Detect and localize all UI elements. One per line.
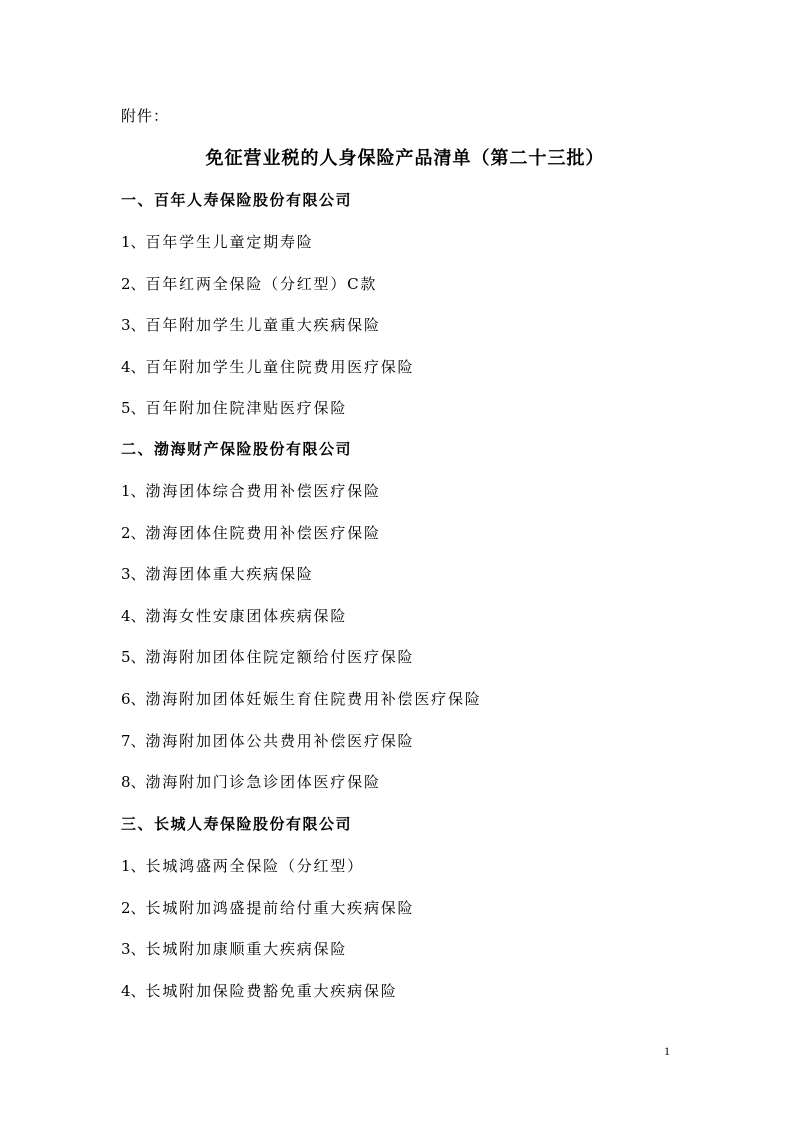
item-number: 3、 [121, 565, 146, 584]
section-heading: 一、百年人寿保险股份有限公司 [121, 191, 353, 209]
item-text: 百年学生儿童定期寿险 [145, 233, 314, 251]
item-number: 1、 [121, 857, 146, 875]
item-number: 5、 [121, 399, 146, 418]
list-item [121, 481, 721, 523]
item-text: 百年附加学生儿童住院费用医疗保险 [145, 357, 415, 376]
item-number: 7、 [121, 731, 146, 750]
item-text: 长城附加保险费豁免重大疾病保险 [145, 981, 398, 1000]
list-item [121, 772, 721, 814]
item-text: 百年附加学生儿童重大疾病保险 [145, 316, 381, 335]
attachment-label: 附件： [121, 107, 170, 125]
item-number: 4、 [121, 357, 146, 376]
list-item [121, 274, 721, 316]
item-number: 5、 [121, 648, 146, 667]
item-text: 渤海团体住院费用补偿医疗保险 [145, 523, 381, 542]
section-company-1 [121, 190, 721, 440]
item-number: 2、 [121, 274, 146, 293]
item-text: 渤海附加团体公共费用补偿医疗保险 [145, 731, 415, 750]
list-item [121, 856, 721, 898]
item-number: 2、 [121, 523, 146, 542]
item-text: 百年附加住院津贴医疗保险 [145, 399, 348, 418]
list-item [121, 315, 721, 357]
item-number: 2、 [121, 898, 146, 917]
item-text: 渤海附加门诊急诊团体医疗保险 [145, 773, 381, 792]
section-heading: 三、长城人寿保险股份有限公司 [121, 815, 353, 833]
list-item [121, 689, 721, 731]
item-text: 渤海女性安康团体疾病保险 [145, 606, 348, 625]
item-text: 长城附加鸿盛提前给付重大疾病保险 [145, 898, 415, 917]
list-item [121, 523, 721, 565]
item-text: 渤海团体综合费用补偿医疗保险 [145, 482, 381, 500]
item-number: 4、 [121, 606, 146, 625]
page-title: 免征营业税的人身保险产品清单（第二十三批） [205, 148, 605, 169]
item-text: 百年红两全保险（分红型）C款 [145, 274, 378, 293]
list-item [121, 731, 721, 773]
item-number: 3、 [121, 940, 146, 959]
list-item [121, 981, 721, 1023]
item-text: 长城附加康顺重大疾病保险 [145, 940, 348, 959]
item-number: 1、 [121, 482, 146, 500]
list-item [121, 898, 721, 940]
list-item [121, 232, 721, 274]
item-text: 长城鸿盛两全保险（分红型） [145, 857, 364, 875]
list-item [121, 357, 721, 399]
item-text: 渤海附加团体妊娠生育住院费用补偿医疗保险 [145, 689, 482, 708]
item-number: 3、 [121, 316, 146, 335]
section-heading: 二、渤海财产保险股份有限公司 [121, 440, 353, 458]
list-item [121, 564, 721, 606]
item-number: 1、 [121, 233, 146, 251]
section-company-2 [121, 439, 721, 814]
page-number: 1 [664, 1044, 670, 1058]
item-text: 渤海团体重大疾病保险 [145, 565, 314, 584]
list-item [121, 647, 721, 689]
item-number: 8、 [121, 773, 146, 792]
list-item [121, 398, 721, 440]
list-item [121, 606, 721, 648]
item-number: 6、 [121, 689, 146, 708]
list-item [121, 939, 721, 981]
section-company-3 [121, 814, 721, 1022]
item-text: 渤海附加团体住院定额给付医疗保险 [145, 648, 415, 667]
item-number: 4、 [121, 981, 146, 1000]
